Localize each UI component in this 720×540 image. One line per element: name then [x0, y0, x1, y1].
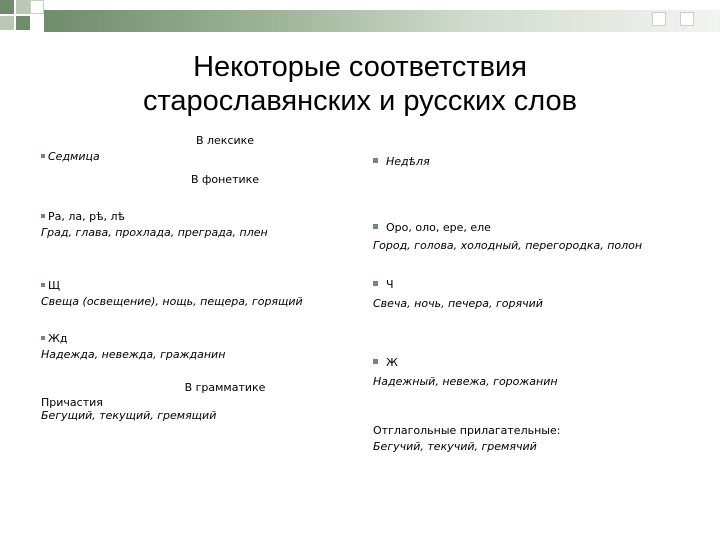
left-lexicon-item	[41, 150, 100, 163]
grammar-heading: В грамматике	[184, 381, 266, 394]
right-pattern-2-text: Ч	[386, 278, 394, 291]
right-examples-1: Город, голова, холодный, перегородка, полон	[373, 239, 643, 252]
header-decoration	[0, 0, 720, 36]
title-line: Некоторые соответствия	[193, 51, 527, 83]
decor-square	[16, 0, 30, 14]
right-grammar-examples: Бегучий, текучий, гремячий	[373, 440, 537, 453]
right-examples-3: Надежный, невежа, горожанин	[373, 375, 558, 388]
right-examples-2: Свеча, ночь, печера, горячий	[373, 297, 543, 310]
left-pattern-2-text: Щ	[48, 279, 61, 292]
decor-square	[16, 16, 30, 30]
left-examples-2: Свеща (освещение), нощь, пещера, горящий	[41, 295, 303, 308]
bullet-icon	[41, 283, 45, 287]
bullet-icon	[41, 214, 45, 218]
right-grammar-label: Отглагольные прилагательные:	[373, 424, 561, 437]
phonetics-heading: В фонетике	[190, 173, 260, 186]
right-pattern-2	[373, 278, 394, 291]
left-pattern-1	[41, 210, 125, 223]
decor-square	[0, 0, 14, 14]
left-grammar-label: Причастия	[41, 396, 103, 409]
bullet-icon	[41, 336, 45, 340]
left-pattern-3	[41, 332, 67, 345]
right-pattern-1	[373, 221, 491, 234]
right-pattern-1-text: Оро, оло, ере, еле	[386, 221, 491, 234]
decor-square	[30, 0, 44, 14]
right-lexicon-text: Недѣля	[386, 155, 430, 168]
decor-gradient-bar	[44, 10, 720, 32]
decor-square	[652, 12, 666, 26]
left-lexicon-text: Седмица	[48, 150, 100, 163]
right-pattern-3	[373, 356, 398, 369]
decor-square	[0, 16, 14, 30]
title-line: старославянских и русских слов	[142, 85, 578, 117]
lexicon-heading: В лексике	[195, 134, 255, 147]
bullet-icon	[373, 224, 378, 229]
slide-title	[40, 50, 680, 118]
right-lexicon-item	[373, 155, 430, 168]
left-grammar-examples: Бегущий, текущий, гремящий	[41, 409, 217, 422]
bullet-icon	[373, 359, 378, 364]
bullet-icon	[373, 281, 378, 286]
left-pattern-2	[41, 279, 60, 292]
bullet-icon	[41, 154, 45, 158]
bullet-icon	[373, 158, 378, 163]
right-pattern-3-text: Ж	[386, 356, 398, 369]
left-pattern-3-text: Жд	[48, 332, 68, 345]
decor-square	[680, 12, 694, 26]
left-examples-3: Надежда, невежда, гражданин	[41, 348, 226, 361]
left-examples-1: Град, глава, прохлада, преграда, плен	[41, 226, 268, 239]
left-pattern-1-text: Ра, ла, рѣ, лѣ	[48, 210, 125, 223]
